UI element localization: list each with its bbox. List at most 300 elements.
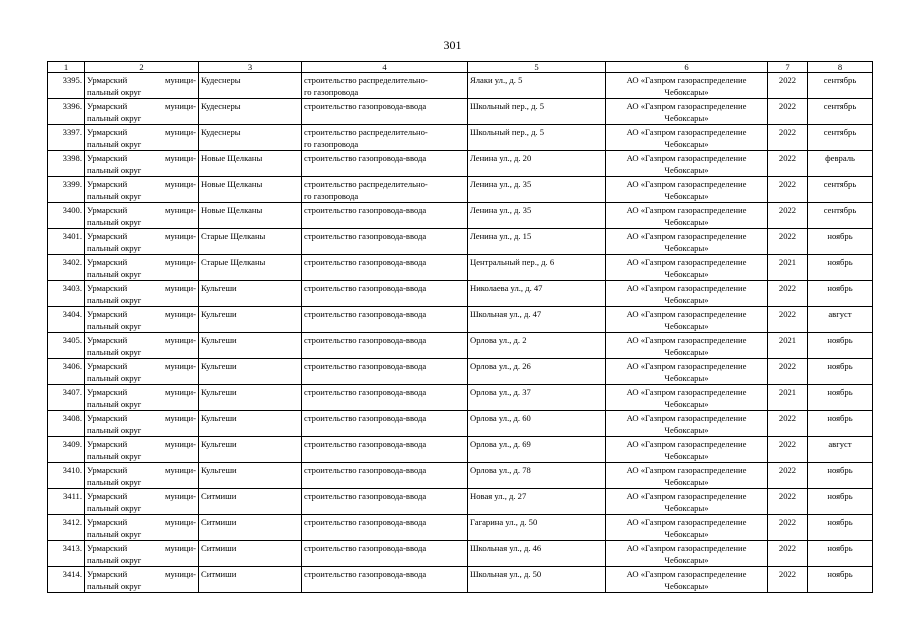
work-type-line: строительство газопровода-ввода [304,361,427,371]
organization-line: Чебоксары» [664,243,709,253]
row-number: 3409. [48,437,85,463]
work-type-line: строительство газопровода-ввода [304,101,427,111]
row-number: 3408. [48,411,85,437]
district-line: муници- [165,205,196,215]
district-line: пальный округ [87,451,142,461]
organization-line: Чебоксары» [664,165,709,175]
address-cell: Орлова ул., д. 60 [468,411,606,437]
address-cell: Николаева ул., д. 47 [468,281,606,307]
column-number: 8 [808,62,873,73]
month-cell: сентябрь [808,177,873,203]
settlement-cell: Кульгеши [199,359,302,385]
work-type-line: строительство газопровода-ввода [304,491,427,501]
row-number: 3398. [48,151,85,177]
organization-line: АО «Газпром газораспределение [626,257,747,267]
address-cell: Школьная ул., д. 50 [468,567,606,593]
district-cell [85,177,199,203]
district-line: муници- [165,101,196,111]
row-number: 3399. [48,177,85,203]
month-cell: ноябрь [808,359,873,385]
district-cell [85,333,199,359]
district-line: пальный округ [87,529,142,539]
district-cell [85,229,199,255]
organization-cell [606,229,768,255]
year-cell: 2022 [768,541,808,567]
organization-line: Чебоксары» [664,347,709,357]
work-type-cell [302,151,468,177]
organization-line: АО «Газпром газораспределение [626,309,747,319]
district-line: муници- [165,283,196,293]
year-cell: 2022 [768,229,808,255]
year-cell: 2021 [768,333,808,359]
organization-line: Чебоксары» [664,269,709,279]
table-row [48,307,873,333]
district-line: пальный округ [87,113,142,123]
year-cell: 2022 [768,359,808,385]
work-type-line: го газопровода [304,139,359,149]
address-cell: Школьная ул., д. 47 [468,307,606,333]
organization-line: АО «Газпром газораспределение [626,387,747,397]
address-cell: Ленина ул., д. 20 [468,151,606,177]
district-line: Урмарский [87,543,128,553]
organization-line: АО «Газпром газораспределение [626,569,747,579]
district-line: пальный округ [87,373,142,383]
organization-cell [606,203,768,229]
month-cell: ноябрь [808,541,873,567]
year-cell: 2022 [768,73,808,99]
address-cell: Орлова ул., д. 78 [468,463,606,489]
month-cell: ноябрь [808,567,873,593]
work-type-line: строительство газопровода-ввода [304,205,427,215]
district-cell [85,489,199,515]
work-type-line: го газопровода [304,191,359,201]
district-cell [85,437,199,463]
month-cell: ноябрь [808,489,873,515]
table-row [48,73,873,99]
district-line: муници- [165,179,196,189]
work-type-cell [302,307,468,333]
year-cell: 2022 [768,151,808,177]
district-line: муници- [165,309,196,319]
work-type-line: строительство газопровода-ввода [304,439,427,449]
organization-cell [606,567,768,593]
table-row [48,541,873,567]
table-row [48,385,873,411]
month-cell: ноябрь [808,385,873,411]
work-type-cell [302,541,468,567]
organization-line: АО «Газпром газораспределение [626,179,747,189]
organization-cell [606,307,768,333]
year-cell: 2022 [768,515,808,541]
work-type-cell [302,125,468,151]
settlement-cell: Кульгеши [199,385,302,411]
address-cell: Ленина ул., д. 35 [468,177,606,203]
district-line: Урмарский [87,153,128,163]
organization-cell [606,73,768,99]
organization-line: Чебоксары» [664,555,709,565]
settlement-cell: Кудеснеры [199,73,302,99]
row-number: 3403. [48,281,85,307]
organization-line: АО «Газпром газораспределение [626,335,747,345]
organization-line: Чебоксары» [664,295,709,305]
column-number: 1 [48,62,85,73]
year-cell: 2022 [768,567,808,593]
work-type-line: го газопровода [304,87,359,97]
district-line: Урмарский [87,127,128,137]
column-number: 2 [85,62,199,73]
row-number: 3401. [48,229,85,255]
month-cell: сентябрь [808,99,873,125]
district-line: пальный округ [87,503,142,513]
district-line: Урмарский [87,205,128,215]
district-line: пальный округ [87,217,142,227]
work-type-cell [302,255,468,281]
year-cell: 2022 [768,411,808,437]
organization-line: Чебоксары» [664,425,709,435]
district-line: Урмарский [87,75,128,85]
district-line: муници- [165,361,196,371]
settlement-cell: Старые Щелканы [199,255,302,281]
table-row [48,489,873,515]
organization-line: Чебоксары» [664,321,709,331]
organization-line: Чебоксары» [664,191,709,201]
district-cell [85,463,199,489]
district-line: Урмарский [87,231,128,241]
district-line: Урмарский [87,517,128,527]
row-number: 3402. [48,255,85,281]
district-line: муници- [165,127,196,137]
organization-line: Чебоксары» [664,217,709,227]
column-number: 4 [302,62,468,73]
settlement-cell: Старые Щелканы [199,229,302,255]
year-cell: 2022 [768,125,808,151]
work-type-cell [302,203,468,229]
table-row [48,125,873,151]
organization-cell [606,99,768,125]
row-number: 3410. [48,463,85,489]
district-cell [85,125,199,151]
work-type-cell [302,177,468,203]
district-line: Урмарский [87,257,128,267]
district-line: Урмарский [87,179,128,189]
organization-cell [606,151,768,177]
work-type-line: строительство газопровода-ввода [304,257,427,267]
row-number: 3395. [48,73,85,99]
address-cell: Гагарина ул., д. 50 [468,515,606,541]
district-line: Урмарский [87,335,128,345]
settlement-cell: Ситмиши [199,489,302,515]
month-cell: ноябрь [808,333,873,359]
table-row [48,359,873,385]
work-type-cell [302,411,468,437]
settlement-cell: Кульгеши [199,437,302,463]
month-cell: ноябрь [808,411,873,437]
district-line: муници- [165,491,196,501]
year-cell: 2022 [768,489,808,515]
organization-line: АО «Газпром газораспределение [626,127,747,137]
organization-line: Чебоксары» [664,503,709,513]
district-line: муници- [165,465,196,475]
district-cell [85,567,199,593]
organization-cell [606,463,768,489]
organization-line: АО «Газпром газораспределение [626,361,747,371]
district-line: пальный округ [87,399,142,409]
table-row [48,177,873,203]
work-type-line: строительство газопровода-ввода [304,387,427,397]
table-row [48,515,873,541]
district-line: Урмарский [87,283,128,293]
district-line: пальный округ [87,477,142,487]
organization-cell [606,541,768,567]
organization-line: АО «Газпром газораспределение [626,517,747,527]
page-number: 301 [443,38,462,52]
address-cell: Школьный пер., д. 5 [468,99,606,125]
row-number: 3397. [48,125,85,151]
work-type-line: строительство газопровода-ввода [304,309,427,319]
district-line: Урмарский [87,413,128,423]
table-row [48,281,873,307]
organization-line: Чебоксары» [664,399,709,409]
row-number: 3396. [48,99,85,125]
organization-cell [606,385,768,411]
row-number: 3413. [48,541,85,567]
district-line: пальный округ [87,425,142,435]
organization-line: АО «Газпром газораспределение [626,231,747,241]
settlement-cell: Новые Щелканы [199,177,302,203]
settlement-cell: Ситмиши [199,515,302,541]
settlement-cell: Новые Щелканы [199,151,302,177]
district-cell [85,541,199,567]
organization-line: АО «Газпром газораспределение [626,205,747,215]
year-cell: 2022 [768,281,808,307]
organization-line: АО «Газпром газораспределение [626,75,747,85]
gas-works-table [47,61,873,593]
work-type-cell [302,333,468,359]
district-line: пальный округ [87,269,142,279]
district-cell [85,385,199,411]
year-cell: 2022 [768,99,808,125]
organization-line: АО «Газпром газораспределение [626,283,747,293]
organization-cell [606,281,768,307]
month-cell: сентябрь [808,73,873,99]
work-type-cell [302,567,468,593]
work-type-line: строительство распределительно- [304,127,428,137]
table-row [48,151,873,177]
year-cell: 2022 [768,463,808,489]
year-cell: 2021 [768,255,808,281]
month-cell: ноябрь [808,229,873,255]
table-row [48,567,873,593]
district-line: пальный округ [87,295,142,305]
organization-cell [606,489,768,515]
column-number-row [48,62,873,73]
address-cell: Орлова ул., д. 2 [468,333,606,359]
table-row [48,99,873,125]
row-number: 3405. [48,333,85,359]
organization-cell [606,359,768,385]
organization-line: Чебоксары» [664,373,709,383]
address-cell: Школьный пер., д. 5 [468,125,606,151]
address-cell: Новая ул., д. 27 [468,489,606,515]
settlement-cell: Кудеснеры [199,99,302,125]
settlement-cell: Кульгеши [199,463,302,489]
district-line: муници- [165,153,196,163]
work-type-line: строительство газопровода-ввода [304,153,427,163]
district-line: пальный округ [87,87,142,97]
work-type-line: строительство газопровода-ввода [304,543,427,553]
month-cell: сентябрь [808,125,873,151]
organization-cell [606,125,768,151]
work-type-line: строительство газопровода-ввода [304,231,427,241]
year-cell: 2022 [768,437,808,463]
district-line: пальный округ [87,347,142,357]
column-number: 5 [468,62,606,73]
month-cell: ноябрь [808,515,873,541]
organization-cell [606,255,768,281]
district-line: муници- [165,75,196,85]
district-line: Урмарский [87,465,128,475]
district-cell [85,281,199,307]
district-cell [85,411,199,437]
organization-line: Чебоксары» [664,581,709,591]
organization-cell [606,411,768,437]
district-cell [85,73,199,99]
organization-line: АО «Газпром газораспределение [626,101,747,111]
district-line: муници- [165,543,196,553]
settlement-cell: Кульгеши [199,333,302,359]
district-cell [85,203,199,229]
column-number: 7 [768,62,808,73]
district-cell [85,307,199,333]
address-cell: Ленина ул., д. 35 [468,203,606,229]
year-cell: 2021 [768,385,808,411]
column-number: 3 [199,62,302,73]
work-type-cell [302,515,468,541]
row-number: 3406. [48,359,85,385]
district-cell [85,99,199,125]
address-cell: Орлова ул., д. 37 [468,385,606,411]
work-type-line: строительство газопровода-ввода [304,517,427,527]
work-type-cell [302,99,468,125]
district-line: муници- [165,257,196,267]
settlement-cell: Кудеснеры [199,125,302,151]
district-line: Урмарский [87,387,128,397]
month-cell: февраль [808,151,873,177]
organization-line: Чебоксары» [664,113,709,123]
table-row [48,229,873,255]
settlement-cell: Кульгеши [199,307,302,333]
district-line: муници- [165,231,196,241]
work-type-line: строительство газопровода-ввода [304,335,427,345]
address-cell: Школьная ул., д. 46 [468,541,606,567]
month-cell: август [808,437,873,463]
table-row [48,437,873,463]
work-type-cell [302,437,468,463]
district-cell [85,255,199,281]
district-line: муници- [165,439,196,449]
table-row [48,203,873,229]
table-row [48,333,873,359]
work-type-cell [302,229,468,255]
organization-cell [606,437,768,463]
district-line: Урмарский [87,101,128,111]
row-number: 3404. [48,307,85,333]
work-type-line: строительство распределительно- [304,179,428,189]
organization-line: Чебоксары» [664,87,709,97]
month-cell: ноябрь [808,463,873,489]
district-line: пальный округ [87,139,142,149]
year-cell: 2022 [768,177,808,203]
district-cell [85,151,199,177]
row-number: 3411. [48,489,85,515]
district-line: муници- [165,387,196,397]
organization-line: АО «Газпром газораспределение [626,491,747,501]
organization-line: Чебоксары» [664,139,709,149]
address-cell: Центральный пер., д. 6 [468,255,606,281]
work-type-cell [302,359,468,385]
district-line: муници- [165,413,196,423]
district-line: пальный округ [87,555,142,565]
work-type-cell [302,489,468,515]
organization-line: АО «Газпром газораспределение [626,413,747,423]
district-cell [85,359,199,385]
month-cell: ноябрь [808,255,873,281]
district-line: муници- [165,335,196,345]
address-cell: Орлова ул., д. 69 [468,437,606,463]
settlement-cell: Ситмиши [199,567,302,593]
district-line: Урмарский [87,569,128,579]
work-type-cell [302,281,468,307]
row-number: 3412. [48,515,85,541]
organization-line: Чебоксары» [664,477,709,487]
organization-line: Чебоксары» [664,529,709,539]
row-number: 3400. [48,203,85,229]
district-line: пальный округ [87,165,142,175]
district-line: муници- [165,569,196,579]
district-line: Урмарский [87,491,128,501]
organization-line: Чебоксары» [664,451,709,461]
district-line: Урмарский [87,439,128,449]
district-line: Урмарский [87,361,128,371]
address-cell: Ялаки ул., д. 5 [468,73,606,99]
year-cell: 2022 [768,203,808,229]
work-type-cell [302,73,468,99]
work-type-line: строительство газопровода-ввода [304,569,427,579]
address-cell: Орлова ул., д. 26 [468,359,606,385]
organization-line: АО «Газпром газораспределение [626,465,747,475]
address-cell: Ленина ул., д. 15 [468,229,606,255]
table-row [48,255,873,281]
year-cell: 2022 [768,307,808,333]
district-line: Урмарский [87,309,128,319]
district-line: муници- [165,517,196,527]
column-number: 6 [606,62,768,73]
organization-cell [606,333,768,359]
month-cell: ноябрь [808,281,873,307]
work-type-line: строительство газопровода-ввода [304,465,427,475]
row-number: 3414. [48,567,85,593]
organization-cell [606,515,768,541]
settlement-cell: Ситмиши [199,541,302,567]
month-cell: август [808,307,873,333]
work-type-cell [302,385,468,411]
settlement-cell: Новые Щелканы [199,203,302,229]
work-type-line: строительство газопровода-ввода [304,283,427,293]
settlement-cell: Кульгеши [199,411,302,437]
organization-line: АО «Газпром газораспределение [626,439,747,449]
row-number: 3407. [48,385,85,411]
table-row [48,463,873,489]
